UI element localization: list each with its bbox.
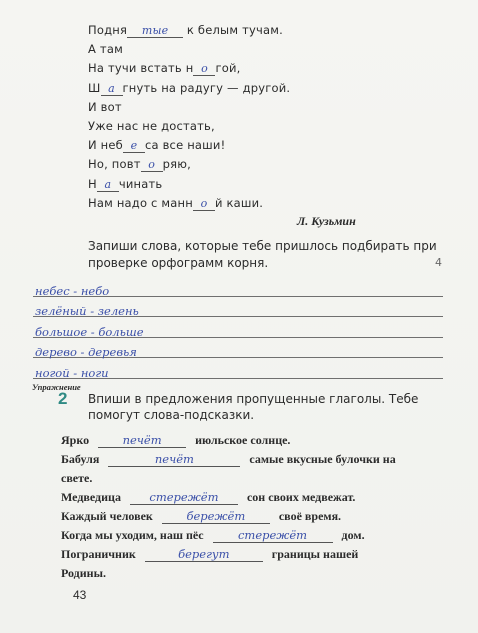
blank-fill <box>101 82 123 96</box>
sentences <box>61 431 446 583</box>
poem-line <box>88 194 290 213</box>
sentence-text: своё время. <box>278 509 342 523</box>
blank-fill <box>130 491 238 505</box>
handwritten-answer: ногой - ноги <box>35 365 109 380</box>
poem-line <box>88 79 290 98</box>
blank-fill <box>108 453 240 467</box>
poem-text: На тучи встать н <box>88 61 194 76</box>
sentence <box>61 431 446 450</box>
blank-fill <box>141 158 163 172</box>
margin-mark: 4 <box>435 256 442 269</box>
sentence-text: Пограничник <box>61 547 136 561</box>
handwritten-answer: е <box>130 139 138 153</box>
handwritten-answer: дерево - деревья <box>35 345 137 359</box>
sentence-continuation <box>61 469 446 488</box>
handwritten-answer: бережёт <box>186 509 246 523</box>
answer-line <box>33 319 443 340</box>
poem-text: к белым тучам. <box>183 23 283 37</box>
exercise-instruction: Впиши в предложения пропущенные глаголы. Тебе помогут слова-подсказки. <box>88 392 419 422</box>
sentence-text: границы нашей <box>271 547 359 561</box>
sentence <box>61 545 446 564</box>
poem-line <box>88 136 290 155</box>
answer-line <box>33 340 443 361</box>
sentence-text: Каждый человек <box>61 509 153 523</box>
answer-line <box>33 360 443 381</box>
handwritten-answer: о <box>148 158 156 172</box>
poem-line <box>88 117 290 136</box>
handwritten-answer: тые <box>141 24 169 37</box>
poem-author: Л. Кузьмин <box>297 214 356 228</box>
task-instruction: Запиши слова, которые тебе пришлось подбирать при проверке орфограмм корня. <box>88 239 437 270</box>
poem-text: чинать <box>118 176 163 191</box>
poem-text: ряю, <box>162 157 191 172</box>
poem-text: Н <box>88 176 97 191</box>
sentence <box>61 450 446 469</box>
blank-fill <box>97 178 119 192</box>
handwritten-answer: зелёный - зелень <box>35 304 139 318</box>
poem-line <box>88 155 290 174</box>
poem-text: гнуть на радугу — другой. <box>122 80 291 95</box>
poem-line <box>88 21 290 40</box>
sentence <box>61 488 446 507</box>
answer-line <box>33 299 443 320</box>
handwritten-answer: о <box>200 196 208 210</box>
sentence-text: дом. <box>341 528 365 542</box>
poem-text: И вот <box>88 99 122 114</box>
poem-text: И неб <box>88 138 123 153</box>
page-number: 43 <box>73 588 87 602</box>
poem-text: А там <box>88 42 123 57</box>
exercise-number: 2 <box>58 389 68 408</box>
blank-fill <box>98 434 186 448</box>
sentence-text: Родины. <box>61 566 106 580</box>
poem-line <box>88 40 290 59</box>
poem-line <box>88 175 290 194</box>
poem-text: Нам надо с манн <box>88 195 193 210</box>
sentence-text: свете. <box>61 471 93 485</box>
answer-line <box>33 278 443 299</box>
handwritten-answer: стережёт <box>237 528 308 542</box>
blank-fill <box>162 510 270 524</box>
poem-line <box>88 98 290 117</box>
handwritten-answer: большое - больше <box>35 324 144 339</box>
poem-text: Ш <box>88 80 101 95</box>
blank-fill <box>213 529 333 543</box>
blank-fill <box>123 139 145 153</box>
blank-fill <box>193 197 215 211</box>
poem-text: Подня <box>88 23 128 37</box>
sentence-text: Медведица <box>61 490 121 504</box>
handwritten-answer: а <box>108 81 115 95</box>
sentence-text: самые вкусные булочки на <box>249 452 396 466</box>
poem-text: й каши. <box>214 195 264 210</box>
sentence <box>61 507 446 526</box>
sentence-continuation <box>61 564 446 583</box>
poem-text: гой, <box>215 61 241 76</box>
sentence <box>61 526 446 545</box>
handwritten-answer: о <box>201 62 208 76</box>
blank-fill <box>193 62 215 76</box>
poem-text: са все наши! <box>144 138 226 153</box>
handwritten-answer: небес - небо <box>35 283 110 298</box>
sentence-text: июльское солнце. <box>195 433 291 447</box>
sentence-text: сон своих медвежат. <box>246 490 356 504</box>
exercise-label: Упражнение <box>32 382 81 392</box>
handwritten-answer: берегут <box>178 547 230 561</box>
poem-line <box>88 59 290 78</box>
handwritten-answer: а <box>104 177 112 191</box>
handwritten-answer: печёт <box>154 452 194 466</box>
handwritten-answer: стережёт <box>149 490 219 504</box>
handwritten-answer: печёт <box>122 433 162 447</box>
poem-text: Уже нас не достать, <box>88 118 215 133</box>
sentence-text: Бабуля <box>61 452 100 466</box>
sentence-text: Когда мы уходим, наш пёс <box>61 528 204 542</box>
poem <box>88 21 290 213</box>
answer-lines <box>33 278 443 381</box>
sentence-text: Ярко <box>61 433 90 447</box>
poem-text: Но, повт <box>88 157 141 172</box>
blank-fill <box>145 548 263 562</box>
blank-fill <box>127 24 183 38</box>
